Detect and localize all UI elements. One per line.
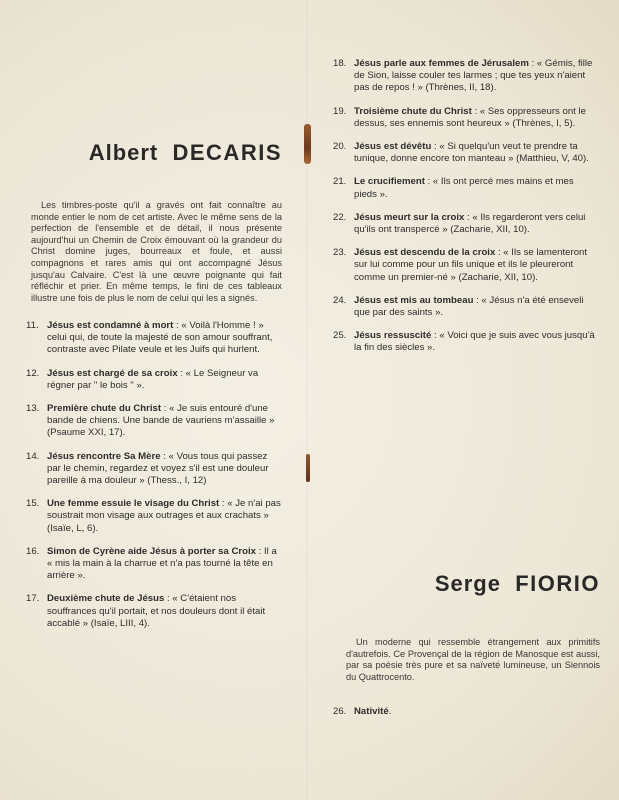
station-title: Une femme essuie le visage du Christ	[47, 498, 220, 510]
station-item	[333, 294, 599, 319]
staple-bottom	[306, 454, 310, 482]
station-text: : « Ils regarderont vers celui qu'ils ont transpercé » (Zacharie, XII, 10).	[354, 211, 586, 236]
station-number: 24.	[333, 294, 347, 306]
station-title: Jésus est dévêtu	[354, 141, 432, 153]
station-title: Simon de Cyrène aide Jésus à porter sa Croix	[47, 545, 257, 557]
station-title: Jésus est descendu de la croix	[354, 247, 496, 259]
artist-first-name: Albert	[88, 140, 159, 165]
stations-list-fiorio	[333, 706, 599, 718]
artist-intro-decaris: Les timbres-poste qu'il a gravés ont fait connaître au monde entier le nom de cet artiste. Avec le même sens de la perfection de l'ensemble et de détail, il nous présente aujourd'hui un Chemin de Croix émouvant où la grandeur du Christ domine juges, bourreaux et foule, et aussi compagnons et rares amis qui ont accompagné Jésus jusqu'au Calvaire. C'est là une œuvre poignante qui fait réfléchir et prier. En même temps, le fini de ces tableaux illustre une fois de plus le nom de celui qui les a signés.	[31, 200, 282, 303]
station-title: Jésus est condamné à mort	[47, 320, 174, 331]
artist-last-name: DECARIS	[172, 140, 282, 165]
center-fold	[306, 0, 308, 800]
station-number: 16.	[26, 545, 40, 557]
station-title: Jésus ressuscité	[354, 330, 432, 342]
station-number: 22.	[333, 211, 347, 223]
station-title: Jésus parle aux femmes de Jérusalem	[354, 58, 529, 69]
station-item	[26, 403, 282, 440]
station-text: .	[388, 706, 392, 717]
artist-last-name: FIORIO	[515, 571, 600, 596]
station-number: 26.	[333, 706, 347, 717]
station-text: : « Voilà l'Homme ! » celui qui, de toute la majesté de son amour souffrant, contraste avec Pilate veule et les Juifs qui hurlent.	[47, 320, 273, 356]
station-number: 21.	[333, 176, 347, 188]
station-number: 25.	[333, 330, 347, 342]
staple-top	[304, 124, 311, 164]
station-item	[333, 58, 599, 95]
station-item	[26, 450, 282, 488]
station-title: Première chute du Christ	[47, 403, 162, 415]
station-item	[333, 141, 599, 165]
station-text: : « Ses oppresseurs ont le dessus, ses ennemis sont heureux » (Thrènes, I, 5).	[354, 105, 586, 129]
station-number: 14.	[26, 450, 40, 462]
station-title: Nativité	[354, 706, 389, 717]
station-text: : « C'étaient nos souffrances qu'il portait, et nos douleurs dont il était accablé » (Isaïe, LIII, 4).	[47, 593, 266, 629]
artist-first-name: Serge	[434, 571, 501, 596]
station-item	[26, 320, 282, 357]
station-text: : « Voici que je suis avec vous jusqu'à la fin des siècles ».	[354, 330, 595, 354]
station-number: 11.	[26, 320, 39, 331]
station-item	[26, 367, 282, 392]
station-text: : « Jésus n'a été enseveli que par des saints ».	[354, 294, 584, 319]
station-number: 12.	[26, 367, 40, 379]
station-title: Troisième chute du Christ	[354, 105, 472, 117]
station-item	[333, 330, 599, 354]
station-number: 19.	[333, 105, 347, 117]
station-title: Jésus rencontre Sa Mère	[47, 450, 161, 462]
station-item	[26, 498, 282, 535]
station-number: 23.	[333, 247, 347, 259]
station-text: : « Le Seigneur va régner par " le bois " ».	[47, 367, 259, 391]
station-item	[333, 706, 599, 718]
station-text: : « Je n'ai pas soustrait mon visage aux outrages et aux crachats » (Isaïe, L, 6).	[47, 498, 281, 534]
station-text: : « Je suis entouré d'une bande de chiens. Une bande de vauriens m'assaille » (Psaume XXI, 17).	[47, 403, 275, 439]
station-number: 20.	[333, 141, 347, 153]
station-title: Jésus est chargé de sa croix	[47, 367, 178, 379]
artist-heading-decaris	[20, 140, 282, 166]
station-text: : « Si quelqu'un veut te prendre ta tunique, donne encore ton manteau » (Matthieu, V, 40).	[354, 141, 589, 165]
stations-list-left	[26, 320, 282, 630]
station-text: : « Ils se lamenteront sur lui comme pour un fils unique et ils le pleureront comme un premier-né » (Zacharie, XII, 10).	[354, 247, 588, 283]
station-item	[333, 176, 599, 200]
station-item	[333, 211, 599, 236]
artist-heading-fiorio	[346, 571, 600, 597]
station-item	[333, 105, 599, 130]
station-text: : « Gémis, fille de Sion, laisse couler tes larmes ; que tes yeux n'aient pas de repos ! » (Thrènes, II, 18).	[354, 58, 593, 94]
station-item	[333, 247, 599, 284]
station-text: : Il a « mis la main à la charrue et n'a pas tourné la tête en arrière ».	[47, 545, 277, 582]
station-number: 15.	[26, 498, 40, 510]
station-number: 17.	[26, 593, 40, 605]
station-text: : « Vous tous qui passez par le chemin, regardez et voyez s'il est une douleur pareille à ma douleur » (Thess., I, 12)	[47, 450, 269, 487]
station-title: Jésus meurt sur la croix	[354, 211, 465, 223]
station-text: : « Ils ont percé mes mains et mes pieds ».	[354, 176, 574, 200]
station-item	[26, 545, 282, 583]
station-item	[26, 593, 282, 630]
station-title: Jésus est mis au tombeau	[354, 294, 474, 306]
stations-list-right	[333, 58, 599, 355]
station-number: 18.	[333, 58, 347, 69]
artist-intro-fiorio: Un moderne qui ressemble étrangement aux primitifs d'autrefois. Ce Provençal de la région de Manosque est aussi, par sa poésie très pure et sa naïveté lumineuse, un Siennois du Quattrocento.	[346, 637, 600, 682]
station-title: Deuxième chute de Jésus	[47, 593, 165, 605]
station-title: Le crucifiement	[354, 176, 425, 188]
station-number: 13.	[26, 403, 40, 415]
